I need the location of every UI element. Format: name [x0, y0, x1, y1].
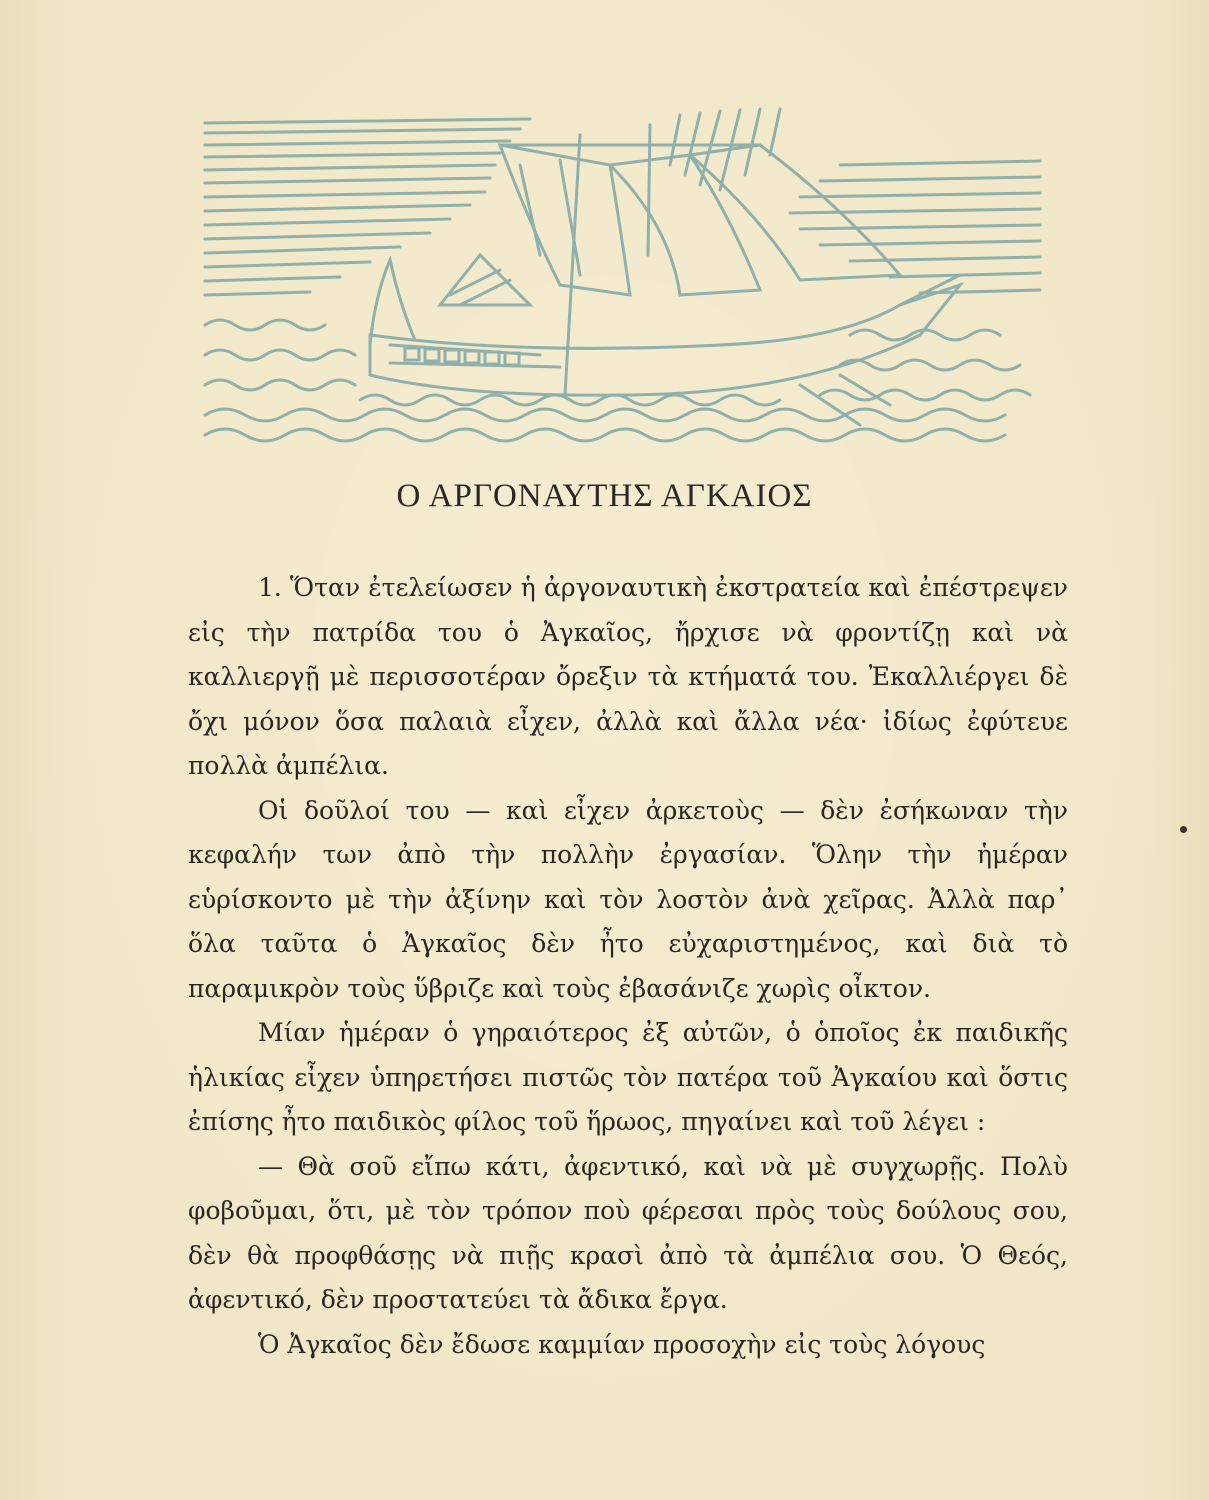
page-title: Ο ΑΡΓΟΝΑΥΤΗΣ ΑΓΚΑΙΟΣ: [396, 478, 813, 514]
body-text: [188, 566, 1068, 1367]
paragraph: — Θὰ σοῦ εἴπω κάτι, ἀφεντικό, καὶ νὰ μὲ συγχωρῇς. Πολὺ φοβοῦμαι, ὅτι, μὲ τὸν τρόπον ποὺ φέρεσαι πρὸς τοὺς δούλους σου, δὲν θὰ προφθάσῃς νὰ πιῇς κρασὶ ἀπὸ τὰ ἀμπέλια σου. Ὁ Θεός, ἀφεντικό, δὲν προστατεύει τὰ ἄδικα ἔργα.: [188, 1151, 1068, 1314]
paragraph: 1. Ὅταν ἐτελείωσεν ἡ ἀργοναυτικὴ ἐκστρατεία καὶ ἐπέστρεψεν εἰς τὴν πατρίδα του ὁ Ἀγκαῖος, ἤρχισε νὰ φροντίζῃ καὶ νὰ καλλιεργῇ μὲ περισσοτέραν ὄρεξιν τὰ κτήματά του. Ἐκαλλιέργει δὲ ὄχι μόνον ὅσα παλαιὰ εἶχεν, ἀλλὰ καὶ ἄλλα νέα· ἰδίως ἐφύτευε πολλὰ ἀμπέλια.: [188, 573, 1068, 780]
ink-dot: [1180, 826, 1187, 833]
ship-illustration: [200, 105, 1045, 445]
paragraph: Μίαν ἡμέραν ὁ γηραιότερος ἐξ αὐτῶν, ὁ ὁποῖος ἐκ παιδικῆς ἡλικίας εἶχεν ὑπηρετήσει πιστῶς τὸν πατέρα τοῦ Ἀγκαίου καὶ ὅστις ἐπίσης ἦτο παιδικὸς φίλος τοῦ ἥρωος, πηγαίνει καὶ τοῦ λέγει :: [188, 1018, 1068, 1136]
paragraph: Οἱ δοῦλοί του — καὶ εἶχεν ἀρκετοὺς — δὲν ἐσήκωναν τὴν κεφαλήν των ἀπὸ τὴν πολλὴν ἐργασίαν. Ὅλην τὴν ἡμέραν εὑρίσκοντο μὲ τὴν ἀξίνην καὶ τὸν λοστὸν ἀνὰ χεῖρας. Ἀλλὰ παρ᾽ ὅλα ταῦτα ὁ Ἀγκαῖος δὲν ἦτο εὐχαριστημένος, καὶ διὰ τὸ παραμικρὸν τοὺς ὕβριζε καὶ τοὺς ἐβασάνιζε χωρὶς οἶκτον.: [188, 795, 1068, 1003]
ship-icon: [200, 105, 1045, 445]
paragraph: Ὁ Ἀγκαῖος δὲν ἔδωσε καμμίαν προσοχὴν εἰς τοὺς λόγους: [258, 1329, 986, 1359]
